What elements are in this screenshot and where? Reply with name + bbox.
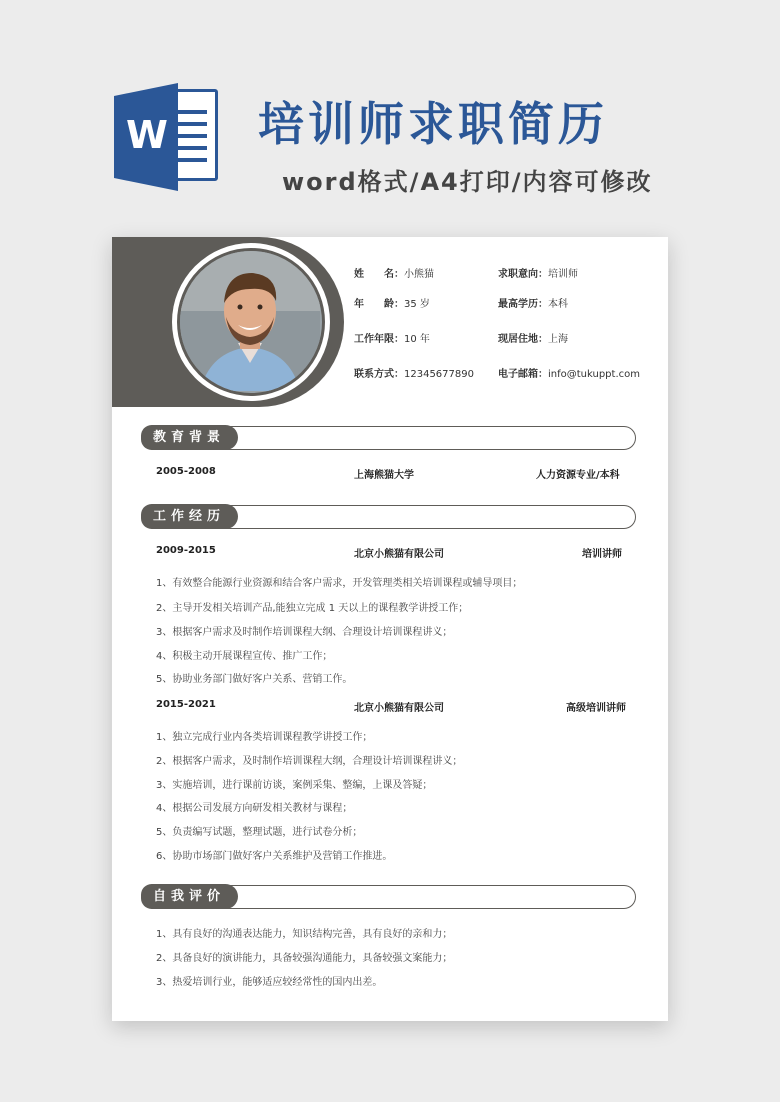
years-value: 10 年: [404, 334, 430, 345]
job-2-duty-3: 3、实施培训，进行课前访谈，案例采集、整编，上课及答疑；: [156, 780, 433, 791]
age-value: 35 岁: [404, 299, 430, 310]
self-evaluation-section-title: 自我评价: [141, 884, 238, 909]
email-field: [498, 365, 640, 380]
name-label: 姓 名：: [354, 269, 404, 280]
education-period: 2005-2008: [156, 466, 216, 477]
work-section-header: [142, 505, 636, 529]
job-1-period: 2009-2015: [156, 545, 216, 556]
intent-value: 培训师: [548, 269, 578, 280]
job-1-duty-5: 5、协助业务部门做好客户关系、营销工作。: [156, 674, 353, 685]
resume-sheet: [112, 237, 668, 1021]
intent-label: 求职意向：: [498, 269, 548, 280]
years-field: [354, 330, 430, 345]
education-school: 上海熊猫大学: [354, 470, 414, 481]
intent-field: [498, 265, 578, 280]
phone-value: 12345677890: [404, 369, 474, 380]
job-1-role: 培训讲师: [582, 549, 622, 560]
self-evaluation-item-1: 1、具有良好的沟通表达能力，知识结构完善，具有良好的亲和力；: [156, 929, 453, 940]
education-level-value: 本科: [548, 299, 568, 310]
job-1-company: 北京小熊猫有限公司: [354, 549, 444, 560]
job-2-duty-1: 1、独立完成行业内各类培训课程教学讲授工作；: [156, 732, 373, 743]
phone-field: [354, 365, 474, 380]
self-evaluation-section-header: [142, 885, 636, 909]
education-level-field: [498, 295, 568, 310]
word-logo-icon: [112, 83, 220, 191]
job-2-duty-4: 4、根据公司发展方向研发相关教材与课程；: [156, 803, 353, 814]
page-title: 培训师求职简历: [258, 97, 608, 151]
education-section-title: 教育背景: [141, 425, 238, 450]
avatar: [177, 248, 325, 396]
age-field: [354, 295, 430, 310]
education-level-label: 最高学历：: [498, 299, 548, 310]
avatar-frame: [172, 243, 330, 401]
city-label: 现居住地：: [498, 334, 548, 345]
job-2-duty-2: 2、根据客户需求，及时制作培训课程大纲，合理设计培训课程讲义；: [156, 756, 463, 767]
page-subtitle: word格式/A4打印/内容可修改: [282, 168, 653, 196]
self-evaluation-item-3: 3、热爱培训行业，能够适应较经常性的国内出差。: [156, 977, 383, 988]
email-label: 电子邮箱：: [498, 369, 548, 380]
avatar-portrait-image: [180, 251, 320, 391]
phone-label: 联系方式：: [354, 369, 404, 380]
job-2-duty-5: 5、负责编写试题，整理试题，进行试卷分析；: [156, 827, 363, 838]
job-2-duty-6: 6、协助市场部门做好客户关系维护及营销工作推进。: [156, 851, 393, 862]
job-1-duty-4: 4、积极主动开展课程宣传、推广工作；: [156, 651, 333, 662]
name-field: [354, 265, 434, 280]
city-value: 上海: [548, 334, 568, 345]
job-2-period: 2015-2021: [156, 699, 216, 710]
work-section-title: 工作经历: [141, 504, 238, 529]
logo-letter: W: [126, 113, 168, 157]
name-value: 小熊猫: [404, 269, 434, 280]
job-1-duty-3: 3、根据客户需求及时制作培训课程大纲、合理设计培训课程讲义；: [156, 627, 453, 638]
city-field: [498, 330, 568, 345]
education-major: 人力资源专业/本科: [536, 470, 620, 481]
email-value: info@tukuppt.com: [548, 369, 640, 380]
job-2-company: 北京小熊猫有限公司: [354, 703, 444, 714]
age-label: 年 龄：: [354, 299, 404, 310]
education-section-header: [142, 426, 636, 450]
self-evaluation-item-2: 2、具备良好的演讲能力，具备较强沟通能力，具备较强文案能力；: [156, 953, 453, 964]
job-2-role: 高级培训讲师: [566, 703, 626, 714]
job-1-duty-2: 2、主导开发相关培训产品,能独立完成 1 天以上的课程教学讲授工作；: [156, 603, 469, 614]
years-label: 工作年限：: [354, 334, 404, 345]
job-1-duty-1: 1、有效整合能源行业资源和结合客户需求，开发管理类相关培训课程或辅导项目；: [156, 578, 523, 589]
